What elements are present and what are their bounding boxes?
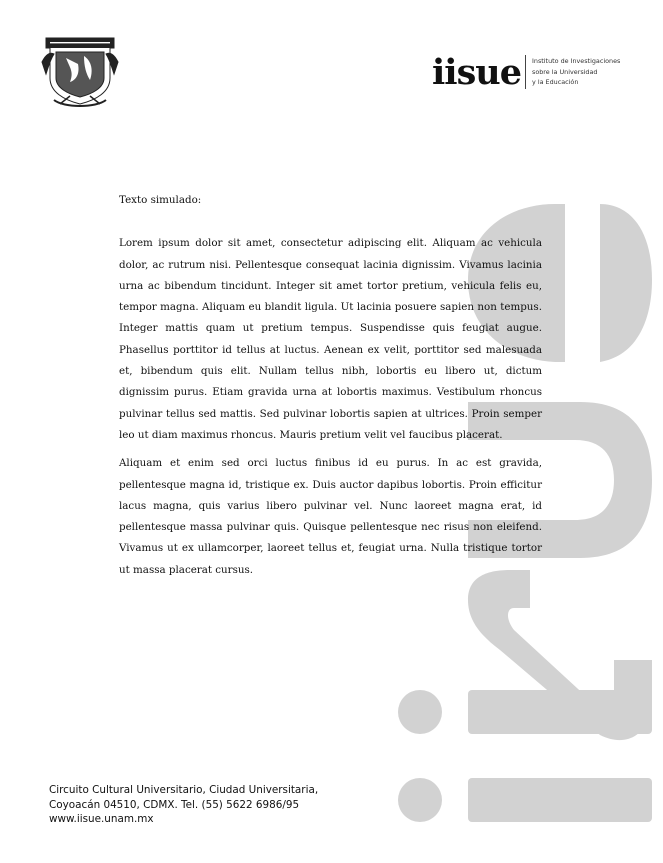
body-label: Texto simulado: [119, 194, 202, 206]
logo-caption [532, 56, 620, 88]
footer-website: www.iisue.unam.mx [49, 813, 154, 826]
letter-body [119, 190, 542, 588]
address-footer [49, 783, 318, 827]
logo-caption-line: Instituto de Investigaciones [532, 57, 621, 66]
logo-caption-line: y la Educación [532, 78, 579, 87]
unam-crest-icon [40, 34, 120, 110]
logo-caption-line: sobre la Universidad [532, 67, 598, 76]
footer-address-line: Circuito Cultural Universitario, Ciudad Universitaria, [49, 784, 319, 796]
footer-address-line: Coyoacán 04510, CDMX. Tel. (55) 5622 6986/95 [49, 798, 300, 811]
body-paragraph: Lorem ipsum dolor sit amet, consectetur adipiscing elit. Aliquam ac vehicula dolor, ac rutrum nisi. Pellentesque consequat lacinia dignissim. Vivamus lacinia urna ac bibendum tincidunt. Integer sit amet tortor pretium, vehicula felis eu, tempor magna. Aliquam eu blandit ligula. Ut lacinia posuere sapien non tempus. Integer mattis quam ut pretium tempus. Suspendisse quis feugiat augue. Phasellus porttitor id tellus at luctus. Aenean ex velit, porttitor sed malesuada et, bibendum quis elit. Nullam tellus nibh, lobortis eu libero ut, dictum dignissim purus. Etiam gravida urna at lobortis maximus. Vestibulum rhoncus pulvinar tellus sed mattis. Sed pulvinar lobortis sapien at ultrices. Proin semper leo ut diam maximus rhoncus. Mauris pretium velit vel faucibus placerat. [119, 237, 542, 441]
body-paragraph: Aliquam et enim sed orci luctus finibus id eu purus. In ac est gravida, pellentesque magna id, tristique ex. Duis auctor dapibus lobortis. Proin efficitur lacus magna, quis varius libero pulvinar vel. Nunc laoreet magna erat, id pellentesque massa pulvinar quis. Quisque pellentesque nec risus non eleifend. Vivamus ut ex ullamcorper, laoreet tellus et, feugiat urna. Nulla tristique tortor ut massa placerat cursus. [119, 457, 542, 576]
iisue-logo [432, 52, 620, 92]
logo-divider [525, 55, 526, 89]
logo-wordmark: iisue [432, 51, 522, 93]
